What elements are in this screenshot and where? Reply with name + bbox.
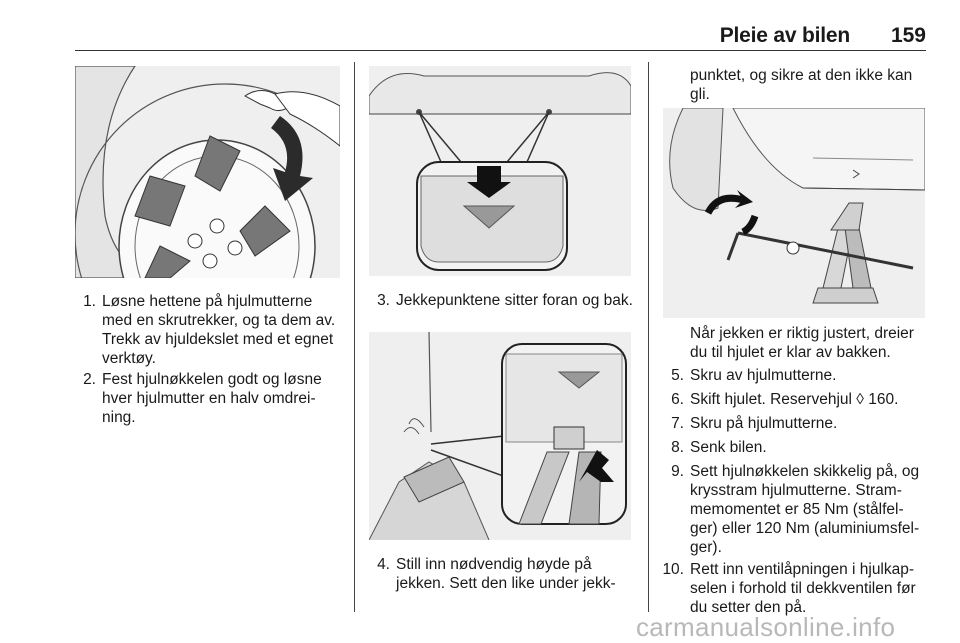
step-text: Skift hjulet. Reservehjul ◊ 160. bbox=[690, 391, 899, 408]
header-divider bbox=[75, 50, 926, 51]
figure-wheel-cover-removal bbox=[75, 66, 340, 278]
step-text: Skru på hjulmutterne. bbox=[690, 415, 838, 432]
figure-jacking-points bbox=[369, 66, 631, 276]
jacking-points-illustration bbox=[369, 66, 631, 276]
page-number: 159 bbox=[890, 24, 926, 47]
figure-jack-raising bbox=[663, 108, 925, 318]
jack-note: Når jekken er riktig justert, dreier du til hjulet er klar av bakken. bbox=[690, 325, 914, 361]
step-4-continuation: punktet, og sikre at den ikke kan gli. bbox=[690, 67, 913, 103]
step-number: 5. bbox=[671, 367, 684, 384]
step-number: 1. bbox=[83, 293, 96, 310]
figure-jack-placement bbox=[369, 332, 631, 540]
step-text: Skru av hjulmutterne. bbox=[690, 367, 837, 384]
step-text: Jekkepunktene sitter foran og bak. bbox=[396, 292, 633, 309]
watermark: carmanualsonline.info bbox=[636, 612, 896, 642]
step-number: 8. bbox=[671, 439, 684, 456]
step-text: Løsne hettene på hjulmutterne med en skrutrekker, og ta dem av. Trekk av hjuldekslet med et egnet verktøy. bbox=[102, 293, 336, 367]
column-divider-2 bbox=[648, 62, 649, 612]
step-number: 6. bbox=[671, 391, 684, 408]
step-text: Fest hjulnøkkelen godt og løsne hver hjulmutter en halv omdrei-ning. bbox=[102, 371, 322, 426]
step-number: 4. bbox=[377, 556, 390, 573]
step-number: 9. bbox=[671, 463, 684, 480]
step-number: 7. bbox=[671, 415, 684, 432]
column-divider-1 bbox=[354, 62, 355, 612]
step-number: 3. bbox=[377, 292, 390, 309]
step-number: 2. bbox=[83, 371, 96, 388]
step-text: Senk bilen. bbox=[690, 439, 767, 456]
page-title: Pleie av bilen bbox=[719, 24, 850, 47]
jack-raising-illustration bbox=[663, 108, 925, 318]
jack-placement-illustration bbox=[369, 332, 631, 540]
step-text: Still inn nødvendig høyde på jekken. Sett den like under jekk- bbox=[396, 556, 616, 592]
step-number: 10. bbox=[662, 561, 684, 578]
step-text: Sett hjulnøkkelen skikkelig på, og krysstram hjulmutterne. Stram-memomentet er 85 Nm (stålfel-ger) eller 120 Nm (aluminiumsfel-ger). bbox=[690, 463, 920, 556]
step-text: Rett inn ventilåpningen i hjulkap-selen i forhold til dekkventilen før du setter den på. bbox=[690, 561, 916, 616]
wheel-illustration bbox=[75, 66, 340, 278]
